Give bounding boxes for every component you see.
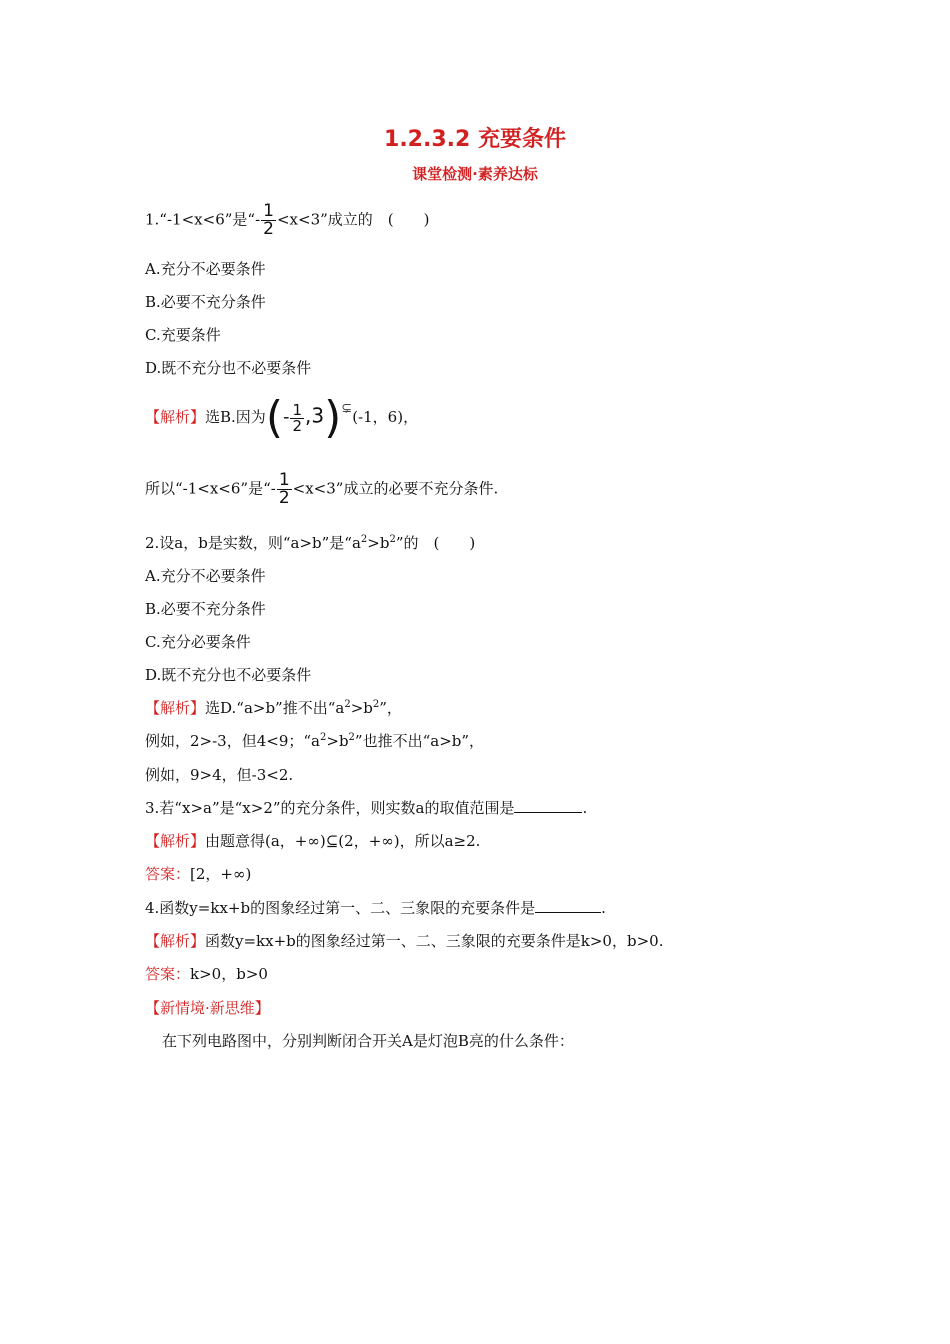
analysis-tag: 【解析】	[145, 408, 206, 426]
q1-option-d: D.既不充分也不必要条件	[145, 359, 312, 377]
q4-analysis: 【解析】函数y=kx+b的图象经过第一、二、三象限的充要条件是k>0，b>0.	[145, 932, 664, 950]
q2-analysis: 【解析】选D.“a>b”推不出“$a^2>b^2$”，	[145, 699, 402, 717]
analysis-tag: 【解析】	[145, 699, 206, 717]
q1-interval: (- $\frac{1}{2}$ ,3)	[265, 392, 342, 443]
new-context-tag: 【新情境·新思维】	[145, 999, 270, 1017]
answer-blank	[514, 798, 582, 813]
q2-option-b: B.必要不充分条件	[145, 600, 266, 618]
q2-option-c: C.充分必要条件	[145, 633, 251, 651]
subset-symbol: ⊊	[341, 401, 353, 416]
analysis-tag: 【解析】	[145, 932, 206, 950]
q1-option-a: A.充分不必要条件	[145, 260, 266, 278]
q1-stem: 1.“-1<x<6”是“- $\frac{1}{2}$ <x<3”成立的 ( )	[145, 201, 430, 239]
q3-stem: 3.若“x>a”是“x>2”的充分条件，则实数a的取值范围是 .	[145, 799, 588, 817]
q1-conclusion: 所以“-1<x<6”是“- $\frac{1}{2}$ <x<3”成立的必要不充分条件.	[145, 470, 499, 508]
q3-answer: 答案：[2，+∞)	[145, 865, 252, 883]
q2-stem: 2.设a，b是实数，则“a>b”是“$a^2>b^2$”的 ( )	[145, 534, 476, 552]
q4-stem: 4.函数y=kx+b的图象经过第一、二、三象限的充要条件是 .	[145, 899, 606, 917]
q2-option-a: A.充分不必要条件	[145, 567, 266, 585]
page-title: 1.2.3.2 充要条件	[384, 127, 566, 152]
answer-label: 答案：	[145, 865, 191, 883]
q2-option-d: D.既不充分也不必要条件	[145, 666, 312, 684]
q1-fraction: $\frac{1}{2}$	[263, 201, 274, 239]
analysis-tag: 【解析】	[145, 832, 206, 850]
section-subtitle: 课堂检测·素养达标	[412, 165, 538, 183]
q2-analysis-line2: 例如，2>-3，但4<9；“$a^2>b^2$”也推不出“a>b”，	[145, 732, 485, 750]
q3-analysis: 【解析】由题意得(a，+∞)⊆(2，+∞)，所以a≥2.	[145, 832, 481, 850]
q4-answer: 答案：k>0，b>0	[145, 965, 268, 983]
q1-option-b: B.必要不充分条件	[145, 293, 266, 311]
new-context-text: 在下列电路图中，分别判断闭合开关A是灯泡B亮的什么条件：	[162, 1032, 574, 1050]
q2-analysis-line3: 例如，9>4，但-3<2.	[145, 766, 294, 784]
q1-option-c: C.充要条件	[145, 326, 221, 344]
q1-analysis: 【解析】选B.因为(- $\frac{1}{2}$ ,3)⊊(-1，6)，	[145, 392, 419, 443]
answer-blank	[535, 898, 601, 913]
answer-label: 答案：	[145, 965, 191, 983]
